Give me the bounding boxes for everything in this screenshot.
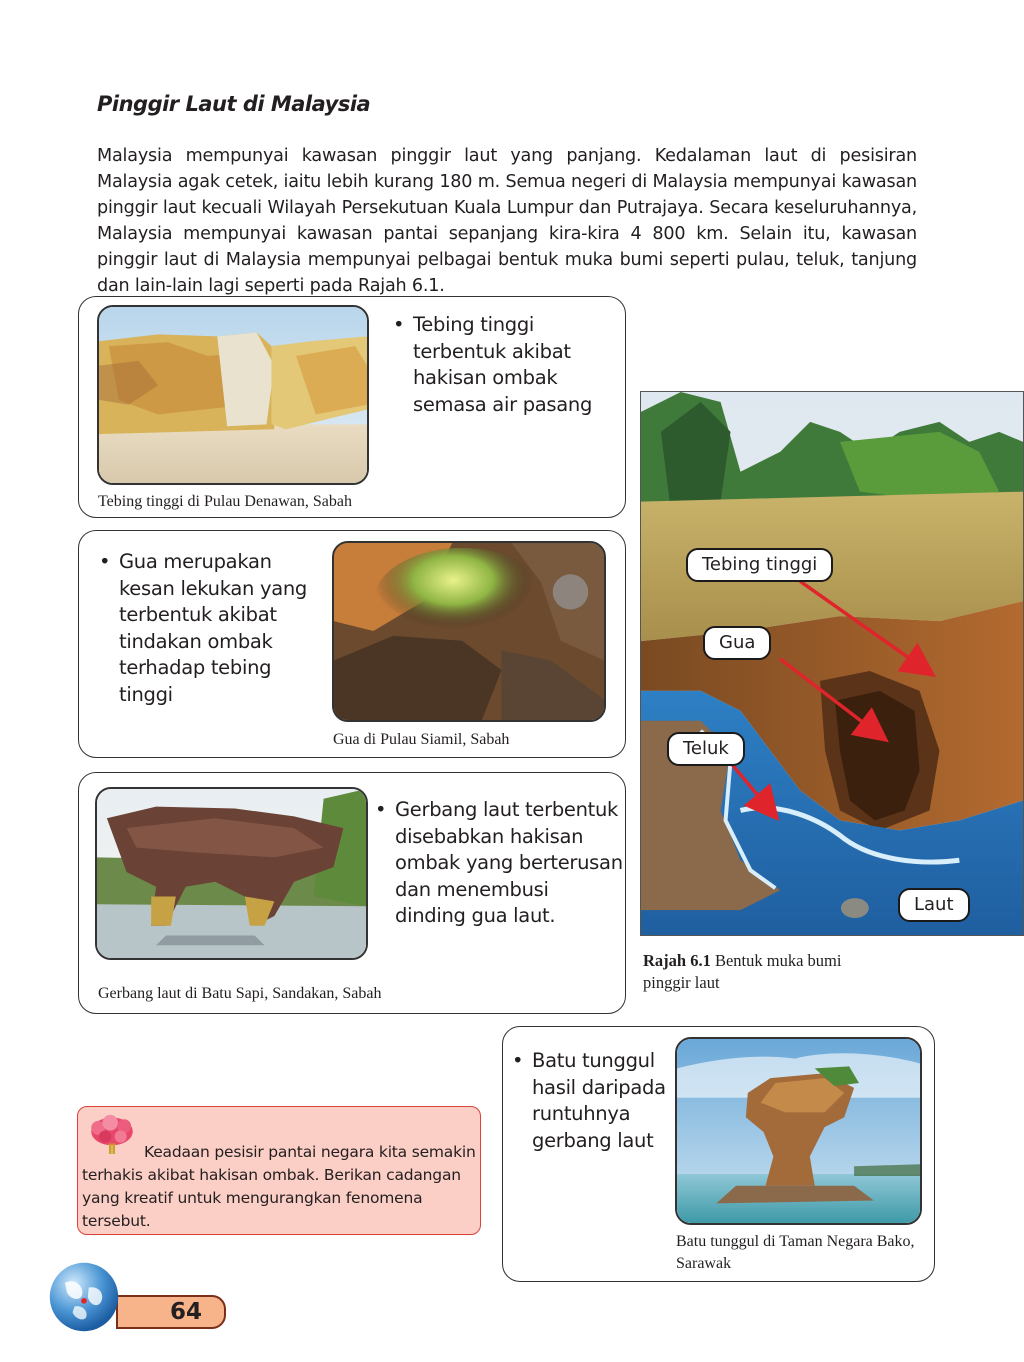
label-teluk: Teluk (667, 732, 745, 766)
label-tebing-tinggi: Tebing tinggi (686, 548, 833, 582)
label-laut: Laut (898, 888, 970, 922)
bullet-dot: • (375, 798, 387, 821)
batu-bullet: • Batu tunggul hasil daripada runtuhnya gerbang laut (512, 1049, 666, 1152)
page-number-tab (116, 1295, 226, 1329)
batu-caption: Batu tunggul di Taman Negara Bako, Sarawak (676, 1233, 915, 1272)
arrow-tebing (800, 581, 924, 669)
rajah-diagram (640, 391, 1024, 936)
bullet-dot: • (393, 313, 405, 336)
rajah-caption (643, 950, 893, 994)
batu-photo (675, 1037, 922, 1225)
page-number-area (42, 1257, 203, 1347)
gua-caption: Gua di Pulau Siamil, Sabah (333, 731, 510, 748)
rajah-caption-number: Rajah 6.1 (643, 951, 711, 970)
intro-paragraph: Malaysia mempunyai kawasan pinggir laut yang panjang. Kedalaman laut di pesisiran Malaysia agak cetek, iaitu lebih kurang 180 m. Semua negeri di Malaysia mempunyai kawasan pinggir laut kecuali Wilayah Persekutuan Kuala Lumpur dan Putrajaya. Secara keseluruhannya, Malaysia mempunyai kawasan pantai sepanjang kira-kira 4 800 km. Selain itu, kawasan pinggir laut di Malaysia mempunyai pelbagai bentuk muka bumi seperti pulau, teluk, tanjung dan lain-lain lagi seperti pada Rajah 6.1. (97, 146, 917, 296)
gua-bullet: • Gua merupakan kesan lekukan yang terbentuk akibat tindakan ombak terhadap tebing tinggi (99, 550, 308, 706)
bullet-dot: • (512, 1049, 524, 1072)
arrow-teluk (731, 763, 771, 811)
bullet-dot: • (99, 550, 111, 573)
gerbang-bullet: • Gerbang laut terbentuk disebabkan hakisan ombak yang berterusan dan menembusi dinding gua laut. (375, 798, 623, 927)
activity-note (77, 1106, 481, 1235)
tebing-caption: Tebing tinggi di Pulau Denawan, Sabah (98, 493, 352, 510)
label-gua: Gua (703, 626, 771, 660)
globe-icon (46, 1259, 122, 1335)
tebing-photo (97, 305, 369, 485)
arrow-gua (780, 659, 877, 734)
section-title: Pinggir Laut di Malaysia (97, 92, 371, 116)
gerbang-caption: Gerbang laut di Batu Sapi, Sandakan, Sabah (98, 985, 382, 1002)
note-text: Keadaan pesisir pantai negara kita semakin terhakis akibat hakisan ombak. Berikan cadangan yang kreatif untuk mengurangkan fenomena tersebut. (82, 1143, 476, 1230)
tebing-bullet: • Tebing tinggi terbentuk akibat hakisan ombak semasa air pasang (393, 313, 593, 416)
gua-photo (332, 541, 606, 722)
page-number: 64 (170, 1299, 203, 1325)
rajah-caption-text: Bentuk muka bumi pinggir laut (643, 951, 842, 992)
gerbang-photo (95, 787, 368, 960)
